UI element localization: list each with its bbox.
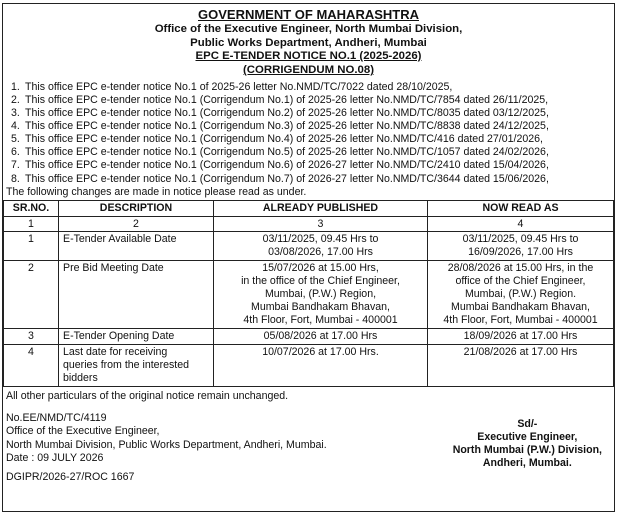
- corrigendum-title: (CORRIGENDUM NO.08): [243, 64, 374, 76]
- reference-item: 5. This office EPC e-tender notice No.1 (Corrigendum No.4) of 2025-26 letter No.NMD/TC/416 dated 27/01/2026,: [11, 133, 543, 146]
- row-now-read: 18/09/2026 at 17.00 Hrs: [428, 328, 614, 344]
- header-now-read-as: NOW READ AS: [428, 200, 614, 216]
- changes-table: [3, 200, 614, 387]
- signatory-designation: Executive Engineer,: [477, 430, 578, 443]
- row-published: 10/07/2026 at 17.00 Hrs.: [214, 344, 428, 386]
- signature-sd: Sd/-: [517, 417, 538, 430]
- signature-block: [453, 412, 610, 485]
- office-address-line2: North Mumbai Division, Public Works Department, Andheri, Mumbai.: [6, 438, 327, 451]
- header-already-published: ALREADY PUBLISHED: [214, 200, 428, 216]
- header-description: DESCRIPTION: [59, 200, 214, 216]
- office-line: Office of the Executive Engineer, North Mumbai Division,: [154, 22, 463, 35]
- notice-title: EPC E-TENDER NOTICE NO.1 (2025-2026): [195, 50, 422, 63]
- row-now-read: 28/08/2026 at 15.00 Hrs, in the office of the Chief Engineer, Mumbai, (P.W.) Region. Mumbai Bandhakam Bhavan, 4th Floor, Fort, Mumbai - 400001: [428, 261, 614, 329]
- table-row: [4, 328, 614, 344]
- notice-footer: [3, 387, 614, 485]
- government-title: GOVERNMENT OF MAHARASHTRA: [198, 7, 419, 22]
- row-srno: 3: [4, 328, 59, 344]
- dgipr-number: DGIPR/2026-27/ROC 1667: [6, 470, 135, 483]
- row-now-read: 21/08/2026 at 17.00 Hrs: [428, 344, 614, 386]
- tender-notice: [2, 3, 615, 512]
- row-published: 05/08/2026 at 17.00 Hrs: [214, 328, 428, 344]
- table-row: [4, 344, 614, 386]
- office-address-line1: Office of the Executive Engineer,: [6, 425, 160, 438]
- table-index-row: 1 2 3 4: [4, 216, 614, 232]
- row-srno: 4: [4, 344, 59, 386]
- changes-intro: The following changes are made in notice please read as under.: [6, 185, 307, 198]
- department-line: Public Works Department, Andheri, Mumbai: [190, 36, 427, 49]
- row-srno: 2: [4, 261, 59, 329]
- reference-item: 8. This office EPC e-tender notice No.1 (Corrigendum No.7) of 2026-27 letter No.NMD/TC/3644 dated 15/06/2026,: [11, 172, 549, 185]
- reference-item: 4. This office EPC e-tender notice No.1 (Corrigendum No.3) of 2025-26 letter No.NMD/TC/8838 dated 24/12/2025,: [11, 120, 549, 133]
- notice-header: [3, 4, 614, 78]
- row-now-read: 03/11/2025, 09.45 Hrs to 16/09/2026, 17.00 Hrs: [428, 232, 614, 261]
- reference-list: [3, 81, 614, 186]
- table-header-row: [4, 200, 614, 216]
- row-description: Pre Bid Meeting Date: [59, 261, 214, 329]
- reference-number: No.EE/NMD/TC/4119: [6, 411, 107, 424]
- signatory-division: North Mumbai (P.W.) Division,: [452, 443, 602, 456]
- header-srno: SR.NO.: [4, 200, 59, 216]
- reference-item: 2. This office EPC e-tender notice No.1 (Corrigendum No.1) of 2025-26 letter No.NMD/TC/7854 dated 26/11/2025,: [11, 93, 549, 106]
- row-description: E-Tender Available Date: [59, 232, 214, 261]
- reference-item: 1. This office EPC e-tender notice No.1 of 2025-26 letter No.NMD/TC/7022 dated 28/10/2025,: [11, 80, 453, 93]
- reference-item: 6. This office EPC e-tender notice No.1 (Corrigendum No.5) of 2025-26 letter No.NMD/TC/1057 dated 24/02/2026,: [11, 146, 549, 159]
- row-published: 03/11/2025, 09.45 Hrs to 03/08/2026, 17.00 Hrs: [214, 232, 428, 261]
- footer-left: [6, 412, 327, 485]
- reference-item: 3. This office EPC e-tender notice No.1 (Corrigendum No.2) of 2025-26 letter No.NMD/TC/8035 dated 03/12/2025,: [11, 106, 549, 119]
- table-row: [4, 261, 614, 329]
- row-published: 15/07/2026 at 15.00 Hrs, in the office of the Chief Engineer, Mumbai, (P.W.) Region, Mumbai Bandhakam Bhavan, 4th Floor, Fort, Mumbai - 400001: [214, 261, 428, 329]
- table-row: [4, 232, 614, 261]
- footer-details: [6, 412, 610, 485]
- row-srno: 1: [4, 232, 59, 261]
- row-description: Last date for receiving queries from the interested bidders: [59, 344, 214, 386]
- signatory-place: Andheri, Mumbai.: [482, 457, 572, 470]
- row-description: E-Tender Opening Date: [59, 328, 214, 344]
- remain-unchanged-text: All other particulars of the original notice remain unchanged.: [6, 389, 289, 402]
- reference-item: 7. This office EPC e-tender notice No.1 (Corrigendum No.6) of 2026-27 letter No.NMD/TC/2410 dated 15/04/2026,: [11, 159, 549, 172]
- notice-date: Date : 09 JULY 2026: [6, 452, 104, 465]
